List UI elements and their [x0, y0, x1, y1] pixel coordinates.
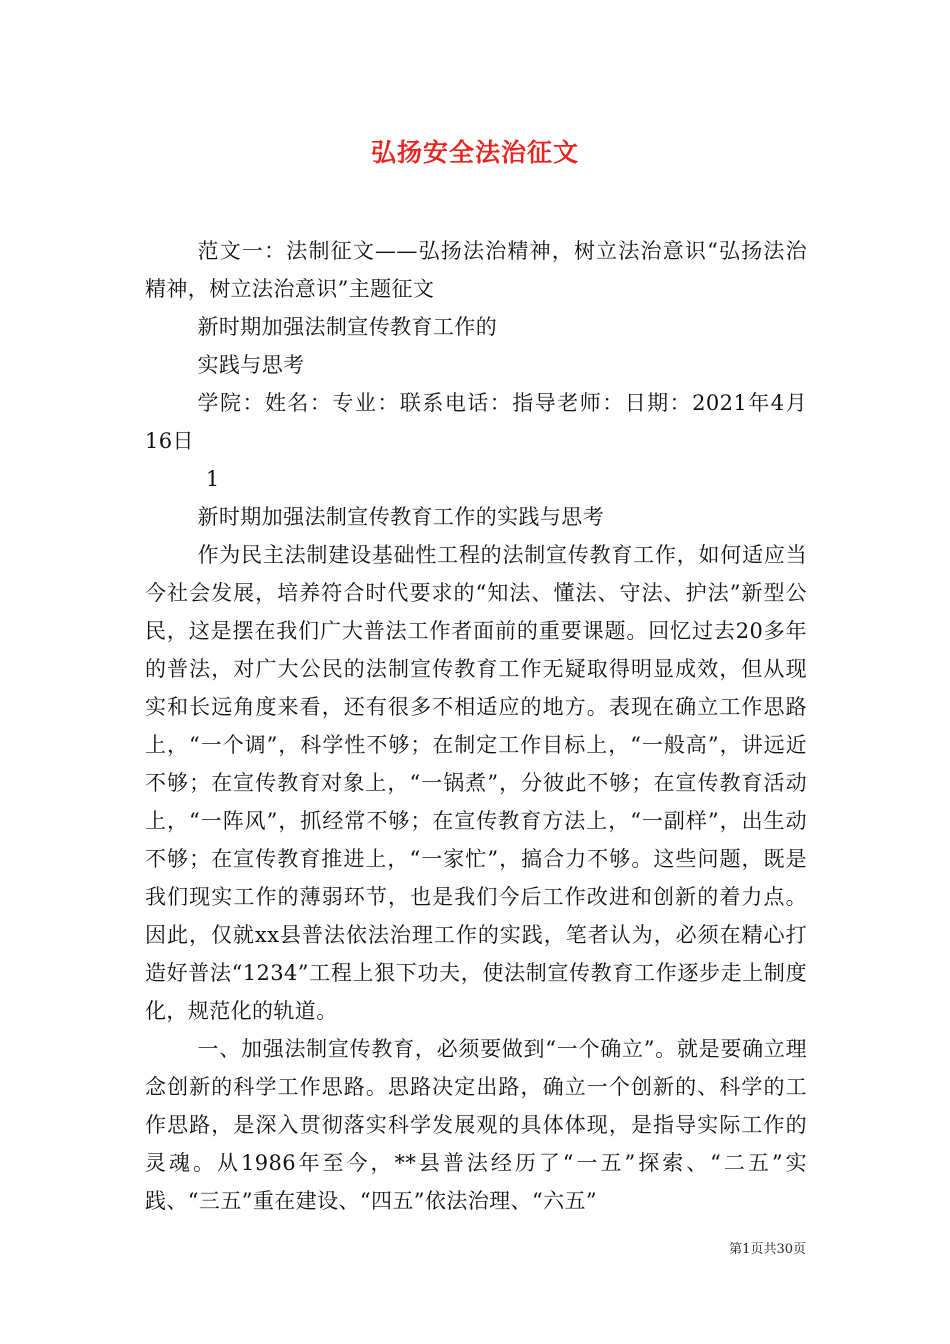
document-body [145, 232, 807, 1220]
paragraph-author-info: 学院：姓名：专业：联系电话：指导老师：日期：2021年4月16日 [145, 391, 807, 453]
paragraph-body-1: 作为民主法制建设基础性工程的法制宣传教育工作，如何适应当今社会发展，培养符合时代要求的“知法、懂法、守法、护法”新型公民，这是摆在我们广大普法工作者面前的重要课题。回忆过去20多年的普法，对广大公民的法制宣传教育工作无疑取得明显成效，但从现实和长远角度来看，还有很多不相适应的地方。表现在确立工作思路上，“一个调”，科学性不够；在制定工作目标上，“一般高”，讲远近不够；在宣传教育对象上，“一锅煮”，分彼此不够；在宣传教育活动上，“一阵风”，抓经常不够；在宣传教育方法上，“一副样”，出生动不够；在宣传教育推进上，“一家忙”，搞合力不够。这些问题，既是我们现实工作的薄弱环节，也是我们今后工作改进和创新的着力点。因此，仅就xx县普法依法治理工作的实践，笔者认为，必须在精心打造好普法“1234”工程上狠下功夫，使法制宣传教育工作逐步走上制度化，规范化的轨道。 [145, 543, 807, 1023]
paragraph-intro: 范文一：法制征文——弘扬法治精神，树立法治意识“弘扬法治精神，树立法治意识”主题征文 [145, 239, 807, 301]
paragraph-subtitle-line-1: 新时期加强法制宣传教育工作的 [197, 315, 498, 339]
paragraph-number: 1 [205, 467, 220, 491]
paragraph-heading: 新时期加强法制宣传教育工作的实践与思考 [197, 505, 605, 529]
page-footer: 第1页共30页 [729, 1242, 806, 1257]
document-title: 弘扬安全法治征文 [370, 138, 579, 167]
paragraph-body-2: 一、加强法制宣传教育，必须要做到“一个确立”。就是要确立理念创新的科学工作思路。思路决定出路，确立一个创新的、科学的工作思路，是深入贯彻落实科学发展观的具体体现，是指导实际工作的灵魂。从1986年至今，**县普法经历了“一五”探索、“二五”实践、“三五”重在建设、“四五”依法治理、“六五” [145, 1037, 807, 1213]
paragraph-subtitle-line-2: 实践与思考 [197, 353, 305, 377]
